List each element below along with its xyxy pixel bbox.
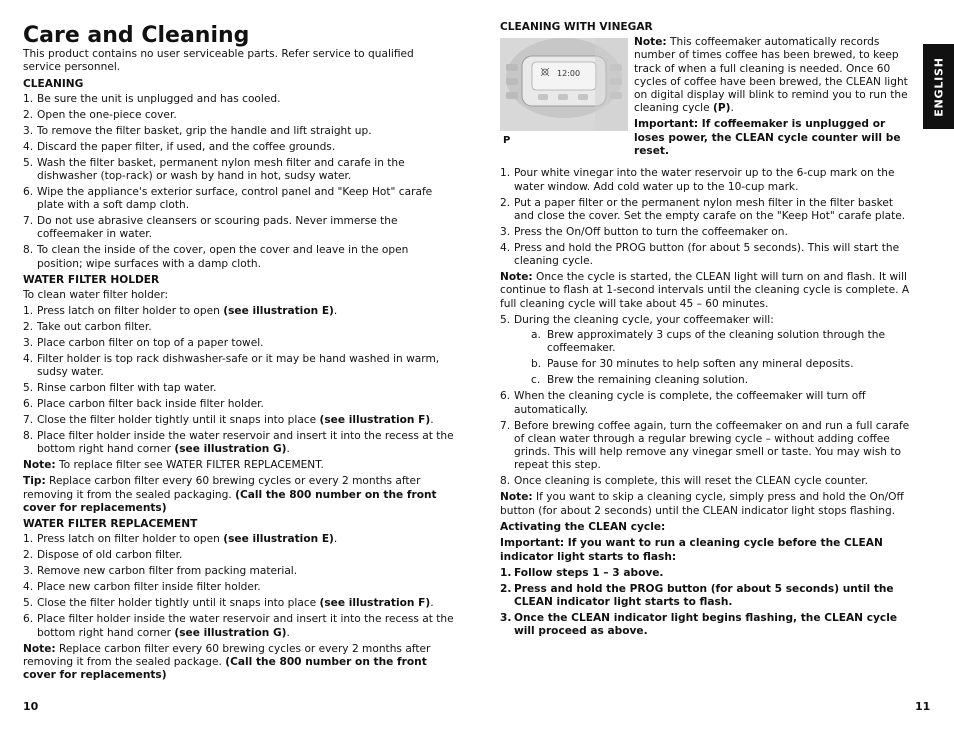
list-item: 1. Press latch on filter holder to open (see illustration E). — [23, 533, 338, 546]
list-item: 5. During the cleaning cycle, your coffeemaker will: a. Brew approximately 3 cups of the cleaning solution through the coffeemaker. b. Pause for 30 minutes to help soften any mineral deposits. c. Brew the remaining cleaning solution. — [500, 314, 912, 388]
holder-list — [23, 305, 455, 457]
list-item: 4. Discard the paper filter, if used, and the coffee grounds. — [23, 140, 336, 153]
list-item: 1. Be sure the unit is unplugged and has cooled. — [23, 92, 281, 105]
list-item: 7. Close the filter holder tightly until it snaps into place (see illustration F). — [23, 414, 434, 427]
intro-text: This product contains no user serviceable parts. Refer service to qualified service personnel. — [23, 48, 414, 74]
list-item: 4. Filter holder is top rack dishwasher-safe or it may be hand washed in warm, sudsy water. — [23, 352, 440, 379]
figure-label: P — [503, 135, 511, 146]
list-item: 6. Wipe the appliance's exterior surface, control panel and "Keep Hot" carafe plate with a soft damp cloth. — [23, 185, 433, 212]
important-reset: Important: If coffeemaker is unplugged or loses power, the CLEAN cycle counter will be reset. — [634, 118, 901, 158]
list-item: 3. To remove the filter basket, grip the handle and lift straight up. — [23, 124, 372, 137]
list-item: 2. Put a paper filter or the permanent nylon mesh filter in the filter basket and close the cover. Set the empty carafe on the "Keep Hot" carafe plate. — [500, 196, 906, 222]
cleaning-list — [23, 93, 455, 271]
note-skip-cycle: Note: If you want to skip a cleaning cycle, simply press and hold the On/Off button (for about 2 seconds) until the CLEAN indicator light stops flashing. — [500, 491, 904, 517]
water-filter-holder-heading: WATER FILTER HOLDER — [23, 273, 160, 286]
list-item: 8. Once cleaning is complete, this will reset the CLEAN cycle counter. — [500, 475, 868, 488]
activating-heading: Activating the CLEAN cycle: — [500, 521, 666, 534]
list-item: b. Pause for 30 minutes to help soften any mineral deposits. — [531, 358, 854, 371]
list-item: 2. Press and hold the PROG button (for about 5 seconds) until the CLEAN indicator light starts to flash. — [500, 582, 894, 608]
list-item: 5. Close the filter holder tightly until it snaps into place (see illustration F). — [23, 597, 434, 610]
list-item: 4. Place new carbon filter inside filter holder. — [23, 581, 261, 594]
list-item: 8. To clean the inside of the cover, open the cover and leave in the open position; wipe surfaces with a damp cloth. — [23, 244, 409, 270]
holder-intro: To clean water filter holder: — [23, 288, 169, 301]
vinegar-steps — [500, 167, 912, 268]
vinegar-steps-continued — [500, 314, 912, 489]
list-item: 1. Press latch on filter holder to open (see illustration E). — [23, 304, 338, 317]
list-item: 4. Press and hold the PROG button (for about 5 seconds). This will start the cleaning cycle. — [500, 241, 900, 268]
important-manual-cycle: Important: If you want to run a cleaning cycle before the CLEAN indicator light starts to flash: — [500, 537, 883, 563]
language-tab-label: ENGLISH — [931, 56, 945, 117]
vinegar-heading: CLEANING WITH VINEGAR — [500, 21, 653, 33]
list-item: 1. Pour white vinegar into the water reservoir up to the 6-cup mark on the water window. Add cold water up to the 10-cup mark. — [500, 167, 895, 193]
activation-steps — [500, 567, 912, 639]
list-item: 6. Place filter holder inside the water reservoir and insert it into the recess at the bottom right hand corner (see illustration G). — [23, 613, 454, 639]
list-item: 2. Take out carbon filter. — [23, 320, 152, 333]
sub-steps — [514, 329, 912, 388]
list-item: 7. Before brewing coffee again, turn the coffeemaker on and run a full carafe of clean water through a regular brewing cycle – without adding coffee grinds. This will help remove any vinegar smell or taste. You may wish to repeat this step. — [500, 419, 910, 472]
right-column — [500, 21, 912, 641]
language-tab — [923, 44, 954, 129]
control-panel-drawing — [500, 38, 628, 131]
cleaning-heading: CLEANING — [23, 77, 84, 90]
display-time: 12:00 — [557, 69, 581, 78]
holder-tip: Tip: Replace carbon filter every 60 brewing cycles or every 2 months after removing it from the sealed packaging. (Call the 800 number on the front cover for replacements) — [23, 475, 437, 514]
control-panel-illustration — [500, 38, 628, 144]
list-item: 8. Place filter holder inside the water reservoir and insert it into the recess at the bottom right hand corner (see illustration G). — [23, 430, 454, 456]
replacement-list — [23, 533, 455, 640]
page-title: Care and Cleaning — [23, 23, 250, 48]
list-item: 5. Rinse carbon filter with tap water. — [23, 382, 217, 395]
note-clean-counter: Note: This coffeemaker automatically records number of times coffee has been brewed, to keep track of when a full cleaning is needed. Once 60 cycles of coffee have been brewed, the CLEAN light on digital display will blink to remind you to run the cleaning cycle (P). — [634, 36, 908, 115]
list-item: 6. Place carbon filter back inside filter holder. — [23, 398, 264, 411]
page-number-right: 11 — [915, 700, 931, 713]
list-item: c. Brew the remaining cleaning solution. — [531, 374, 749, 387]
list-item: 3. Place carbon filter on top of a paper towel. — [23, 336, 264, 349]
water-filter-replacement-heading: WATER FILTER REPLACEMENT — [23, 518, 198, 531]
note-cycle-flash: Note: Once the cycle is started, the CLEAN light will turn on and flash. It will continue to flash at 1-second intervals until the cleaning cycle is complete. A full cleaning cycle will take about 45 – 60 minutes. — [500, 271, 910, 310]
list-item: 3. Remove new carbon filter from packing material. — [23, 565, 298, 578]
list-item: 5. Wash the filter basket, permanent nylon mesh filter and carafe in the dishwasher (top-rack) or wash by hand in hot, sudsy water. — [23, 156, 405, 182]
page-number-left: 10 — [23, 700, 39, 713]
replacement-note: Note: Replace carbon filter every 60 brewing cycles or every 2 months after removing it from the sealed package. (Call the 800 number on the front cover for replacements) — [23, 642, 431, 682]
list-item: 3. Press the On/Off button to turn the coffeemaker on. — [500, 225, 788, 238]
holder-note: Note: To replace filter see WATER FILTER REPLACEMENT. — [23, 459, 324, 472]
list-item: 3. Once the CLEAN indicator light begins flashing, the CLEAN cycle will proceed as above. — [500, 611, 898, 638]
list-item: 6. When the cleaning cycle is complete, the coffeemaker will turn off automatically. — [500, 390, 866, 416]
list-item: 1. Follow steps 1 – 3 above. — [500, 566, 664, 579]
list-item: 2. Open the one-piece cover. — [23, 108, 177, 121]
list-item: 2. Dispose of old carbon filter. — [23, 549, 183, 562]
list-item: a. Brew approximately 3 cups of the cleaning solution through the coffeemaker. — [531, 329, 885, 355]
left-column — [23, 24, 455, 682]
list-item: 7. Do not use abrasive cleansers or scouring pads. Never immerse the coffeemaker in water. — [23, 215, 398, 241]
